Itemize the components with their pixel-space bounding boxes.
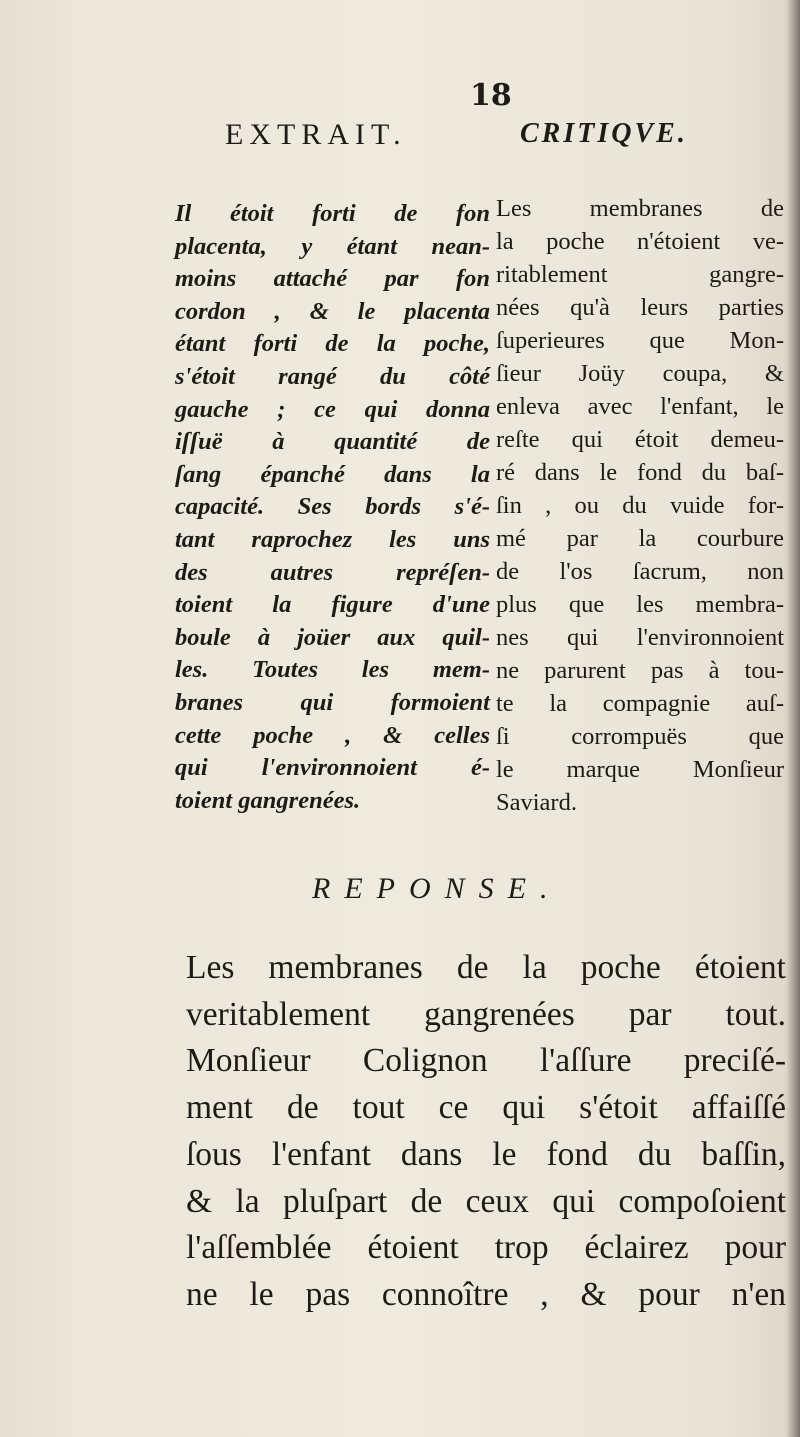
reponse-line: ſous l'enfant dans le fond du baſſin,	[186, 1135, 786, 1173]
critique-line: ritablement gangre-	[496, 261, 784, 288]
page-number: 18	[470, 78, 512, 113]
reponse-line: l'aſſemblée étoient trop éclairez pour	[186, 1229, 786, 1267]
extract-line: étant forti de la poche,	[175, 330, 490, 358]
extract-line: branes qui formoient	[175, 688, 490, 716]
critique-line: nées qu'à leurs parties	[496, 294, 784, 321]
extract-line: Il étoit forti de fon	[175, 200, 490, 227]
critique-line: enleva avec l'enfant, le	[496, 393, 784, 420]
extract-line: cordon , & le placenta	[175, 297, 490, 325]
running-header-left: EXTRAIT.	[225, 118, 407, 151]
critique-line: nes qui l'environnoient	[496, 624, 784, 651]
critique-line: Saviard.	[496, 789, 577, 816]
running-header-right: CRITIQVE.	[520, 118, 688, 149]
extract-line: tant raprochez les uns	[175, 525, 490, 553]
extract-line: placenta, y étant nean-	[175, 232, 490, 260]
critique-line: te la compagnie auſ-	[496, 690, 784, 717]
reponse-line: ne le pas connoître , & pour n'en	[186, 1275, 786, 1313]
critique-line: ſi corrompuës que	[496, 723, 784, 750]
critique-line: ne parurent pas à tou-	[496, 657, 784, 684]
critique-line: ſuperieures que Mon-	[496, 327, 784, 354]
reponse-line: Monſieur Colignon l'aſſure preciſé-	[186, 1042, 786, 1080]
page-gutter-shadow	[786, 0, 800, 1437]
critique-line: plus que les membra-	[496, 591, 784, 618]
extract-line: toient gangrenées.	[175, 786, 361, 814]
critique-line: la poche n'étoient ve-	[496, 228, 784, 255]
extract-line: ſang épanché dans la	[175, 460, 490, 488]
extract-line: toient la figure d'une	[175, 591, 490, 619]
critique-line: ſieur Joüy coupa, &	[496, 360, 784, 387]
reponse-heading: REPONSE.	[312, 872, 562, 905]
reponse-line: Les membranes de la poche étoient	[186, 949, 786, 986]
extract-line: des autres repréſen-	[175, 558, 490, 586]
extract-line: s'étoit rangé du côté	[175, 362, 490, 390]
extract-line: les. Toutes les mem-	[175, 656, 490, 684]
critique-line: ré dans le fond du baſ-	[496, 459, 784, 486]
critique-line: reſte qui étoit demeu-	[496, 426, 784, 453]
reponse-line: ment de tout ce qui s'étoit affaiſſé	[186, 1089, 786, 1127]
extract-line: boule à joüer aux quil-	[175, 623, 490, 651]
critique-column	[496, 192, 784, 819]
critique-line: le marque Monſieur	[496, 756, 784, 783]
reponse-line: & la pluſpart de ceux qui compoſoient	[186, 1182, 786, 1220]
extract-line: iſſuë à quantité de	[175, 428, 490, 456]
critique-line: Les membranes de	[496, 195, 784, 222]
extract-column	[175, 198, 490, 817]
extract-line: cette poche , & celles	[175, 721, 490, 749]
critique-line: ſin , ou du vuide for-	[496, 492, 784, 519]
extract-line: capacité. Ses bords s'é-	[175, 493, 490, 521]
extract-line: gauche ; ce qui donna	[175, 395, 490, 423]
reponse-line: veritablement gangrenées par tout.	[186, 995, 786, 1033]
reponse-body	[186, 945, 786, 1319]
extract-line: qui l'environnoient é-	[175, 754, 490, 782]
critique-line: de l'os ſacrum, non	[496, 558, 784, 585]
critique-line: mé par la courbure	[496, 525, 784, 552]
extract-line: moins attaché par fon	[175, 265, 490, 293]
